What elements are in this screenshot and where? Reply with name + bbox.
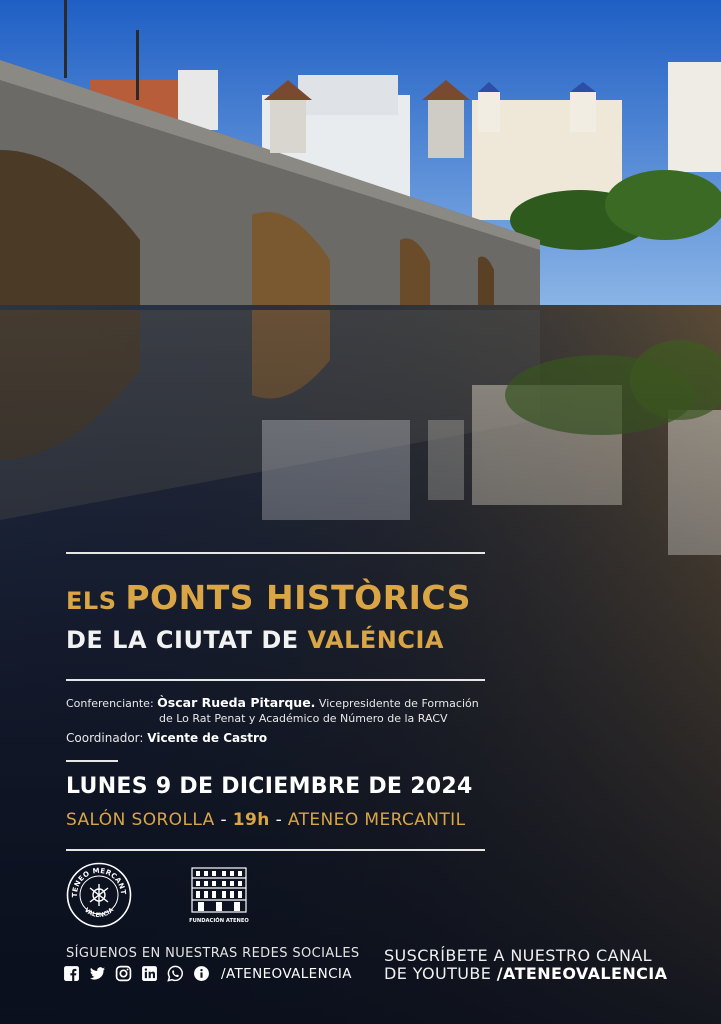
coordinator-label: Coordinador: [66,731,144,745]
svg-text:FUNDACIÓN ATENEO: FUNDACIÓN ATENEO [189,918,249,924]
youtube-cta-line2 [384,964,667,983]
coordinator-name: Vicente de Castro [147,731,268,745]
venue-place: ATENEO MERCANTIL [287,810,466,830]
speaker-role-line1: Vicepresidente de Formación [318,697,479,710]
linkedin-icon[interactable] [140,964,159,983]
event-title-line2 [66,626,444,654]
speaker-role-line2: de Lo Rat Penat y Académico de Número de la RACV [159,712,448,725]
twitter-icon[interactable] [88,964,107,983]
event-title-line1 [66,578,471,617]
svg-text:ATENEO MERCANTIL: TENEO MERCANT [70,866,128,898]
instagram-icon[interactable] [114,964,133,983]
short-divider [66,760,118,762]
title-main: PONTS HISTÒRICS [125,578,471,617]
svg-text:VALENCIA: VALENCIA [82,906,116,920]
event-venue [66,810,465,830]
social-handle[interactable]: /ATENEOVALENCIA [221,965,352,982]
whatsapp-icon[interactable] [166,964,185,983]
speaker-label: Conferenciante: [66,697,154,710]
info-icon[interactable] [192,964,211,983]
title-prefix: ELS [66,587,117,615]
title-divider [66,679,485,681]
speaker-info [66,695,479,726]
ateneo-mercantil-logo[interactable] [66,862,132,928]
event-date: LUNES 9 DE DICIEMBRE DE 2024 [66,774,473,799]
venue-sep1: - [214,810,233,830]
social-links [62,964,352,983]
youtube-prefix: DE YOUTUBE [384,964,492,983]
speaker-name: Òscar Rueda Pitarque. [157,695,316,710]
top-divider [66,552,485,554]
venue-sep2: - [269,810,288,830]
facebook-icon[interactable] [62,964,81,983]
youtube-cta-line1: SUSCRÍBETE A NUESTRO CANAL [384,946,652,965]
venue-room: SALÓN SOROLLA [66,810,215,830]
youtube-handle[interactable]: /ATENEOVALENCIA [496,964,668,983]
coordinator-info [66,731,267,746]
title-line2-accent: VALÉNCIA [307,626,444,654]
bottom-divider [66,849,485,851]
fundacion-ateneo-logo[interactable] [188,864,250,926]
social-label: SÍGUENOS EN NUESTRAS REDES SOCIALES [66,946,360,961]
venue-time: 19h [232,810,270,830]
title-line2-main: DE LA CIUTAT DE [66,626,299,654]
